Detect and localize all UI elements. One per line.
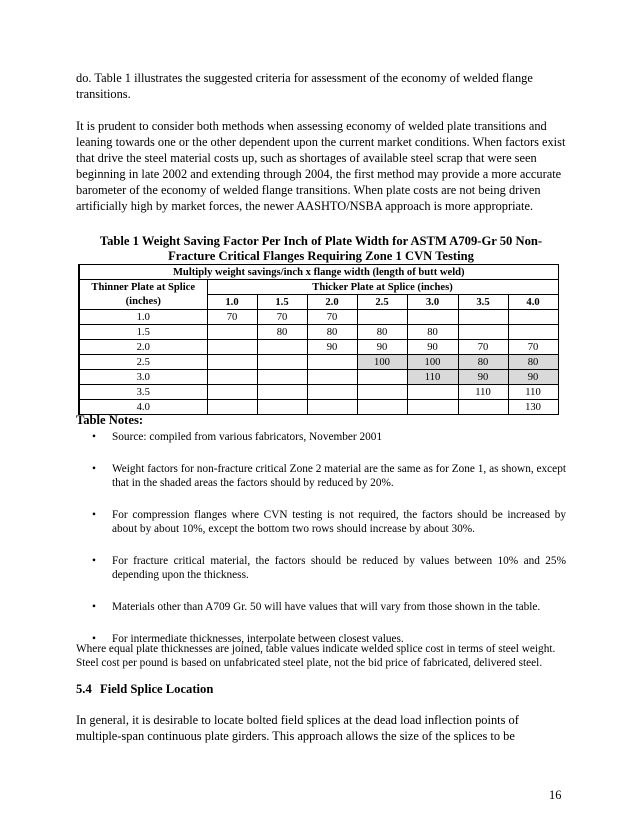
list-item: [76, 600, 566, 614]
table-cell: [307, 385, 357, 400]
equal-thickness-note: [76, 642, 566, 670]
table-cell: [257, 340, 307, 355]
table-cell: [357, 385, 407, 400]
table-notes-list: [76, 430, 566, 646]
bullet-icon: •: [92, 601, 96, 613]
list-item: [76, 462, 566, 490]
table-cell: 90: [307, 340, 357, 355]
bullet-icon: •: [92, 463, 96, 475]
table-cell: [407, 400, 458, 415]
column-header: 3.5: [458, 295, 508, 310]
note-text: Source: compiled from various fabricators, November 2001: [112, 431, 383, 443]
table-cell: [257, 370, 307, 385]
thinner-plate-units: (inches): [79, 295, 207, 310]
weight-saving-table: [78, 264, 559, 415]
section-body: In general, it is desirable to locate bolted field splices at the dead load inflection points of multiple-span continuous plate girders. This approach allows the size of the splices to be: [76, 713, 519, 743]
equal-thickness-line-2: Steel cost per pound is based on unfabricated steel plate, not the bid price of fabricated, delivered steel.: [76, 657, 543, 669]
row-label: 1.0: [79, 310, 207, 325]
table-cell: [207, 400, 257, 415]
equal-thickness-line-1: Where equal plate thicknesses are joined, table values indicate welded splice cost in terms of steel weight.: [76, 643, 556, 655]
shaded-cell: 80: [458, 355, 508, 370]
table-cell: [207, 355, 257, 370]
table-cell: 110: [458, 385, 508, 400]
table-cell: [357, 310, 407, 325]
note-text: For compression flanges where CVN testing is not required, the factors should be increased by about by about 10%, except the bottom two rows should increase by about 30%.: [112, 509, 566, 535]
shaded-cell: 90: [458, 370, 508, 385]
table-caption: [76, 234, 566, 264]
table-caption-line-1: Table 1 Weight Saving Factor Per Inch of Plate Width for ASTM A709-Gr 50 Non-: [99, 234, 543, 248]
bullet-icon: •: [92, 509, 96, 521]
column-header: 1.5: [257, 295, 307, 310]
table-cell: [357, 370, 407, 385]
table-cell: 80: [357, 325, 407, 340]
table-cell: [508, 325, 558, 340]
row-label: 3.5: [79, 385, 207, 400]
table-cell: [307, 370, 357, 385]
table-cell: [207, 340, 257, 355]
section-title: Field Splice Location: [100, 682, 214, 696]
table-cell: 70: [508, 340, 558, 355]
table-cell: [257, 400, 307, 415]
bullet-icon: •: [92, 633, 96, 645]
table-cell: 80: [257, 325, 307, 340]
table-cell: [257, 355, 307, 370]
list-item: [76, 508, 566, 536]
table-cell: [207, 325, 257, 340]
list-item: [76, 554, 566, 582]
shaded-cell: 80: [508, 355, 558, 370]
table-row: [79, 400, 558, 415]
table-cell: [407, 385, 458, 400]
table-cell: [307, 400, 357, 415]
column-header: 1.0: [207, 295, 257, 310]
shaded-cell: 110: [407, 370, 458, 385]
table-cell: 70: [307, 310, 357, 325]
table-cell: [257, 385, 307, 400]
intro-paragraph: do. Table 1 illustrates the suggested criteria for assessment of the economy of welded flange transitions.: [76, 71, 533, 101]
table-cell: 80: [307, 325, 357, 340]
table-caption-line-2: Fracture Critical Flanges Requiring Zone 1 CVN Testing: [168, 249, 474, 263]
note-text: Weight factors for non-fracture critical Zone 2 material are the same as for Zone 1, as shown, except that in the shaded areas the factors should by reduced by 20%.: [112, 463, 566, 489]
section-heading: [76, 682, 213, 697]
list-item: [76, 430, 566, 444]
table-cell: 80: [407, 325, 458, 340]
table-notes-title: Table Notes:: [76, 413, 144, 427]
table-cell: [407, 310, 458, 325]
row-label: 4.0: [79, 400, 207, 415]
table-cell: [307, 355, 357, 370]
table-row: [79, 310, 558, 325]
shaded-cell: 100: [357, 355, 407, 370]
table-cell: [207, 385, 257, 400]
thicker-plate-header: Thicker Plate at Splice (inches): [207, 280, 558, 295]
row-label: 2.5: [79, 355, 207, 370]
table-cell: 110: [508, 385, 558, 400]
column-header: 3.0: [407, 295, 458, 310]
table-cell: 70: [207, 310, 257, 325]
shaded-cell: 100: [407, 355, 458, 370]
column-header: 2.0: [307, 295, 357, 310]
row-label: 1.5: [79, 325, 207, 340]
table-cell: 90: [407, 340, 458, 355]
table-cell: [207, 370, 257, 385]
table-row: [79, 325, 558, 340]
table-cell: [458, 310, 508, 325]
table-row: [79, 370, 558, 385]
table-row: [79, 340, 558, 355]
method-paragraph: It is prudent to consider both methods when assessing economy of welded plate transitions and leaning towards one or the other dependent upon the current market conditions. When factors exist that drive the steel material costs up, such as shortages of available steel scrap that were seen beginning in late 2002 and extending through 2004, the first method may provide a more accurate barometer of the economy of welded flange transitions. When plate costs are not being driven artificially high by market forces, the newer AASHTO/NSBA approach is more appropriate.: [76, 119, 566, 213]
column-header: 4.0: [508, 295, 558, 310]
column-header: 2.5: [357, 295, 407, 310]
note-text: For intermediate thicknesses, interpolate between closest values.: [112, 633, 404, 645]
section-number: 5.4: [76, 682, 92, 696]
bullet-icon: •: [92, 431, 96, 443]
table-cell: [357, 400, 407, 415]
page-number: 16: [549, 788, 562, 802]
table-cell: 70: [257, 310, 307, 325]
note-text: For fracture critical material, the factors should be reduced by values between 10% and 25% depending upon the thickness.: [112, 555, 566, 581]
table-cell: [458, 400, 508, 415]
table-row: [79, 385, 558, 400]
shaded-cell: 90: [508, 370, 558, 385]
note-text: Materials other than A709 Gr. 50 will have values that will vary from those shown in the table.: [112, 601, 541, 613]
table-cell: 70: [458, 340, 508, 355]
table-row: [79, 355, 558, 370]
table-cell: [508, 310, 558, 325]
table-cell: 90: [357, 340, 407, 355]
thinner-plate-header: Thinner Plate at Splice: [79, 280, 207, 295]
bullet-icon: •: [92, 555, 96, 567]
table-cell: [458, 325, 508, 340]
table-top-header: Multiply weight savings/inch x flange width (length of butt weld): [79, 265, 558, 280]
row-label: 3.0: [79, 370, 207, 385]
row-label: 2.0: [79, 340, 207, 355]
table-cell: 130: [508, 400, 558, 415]
